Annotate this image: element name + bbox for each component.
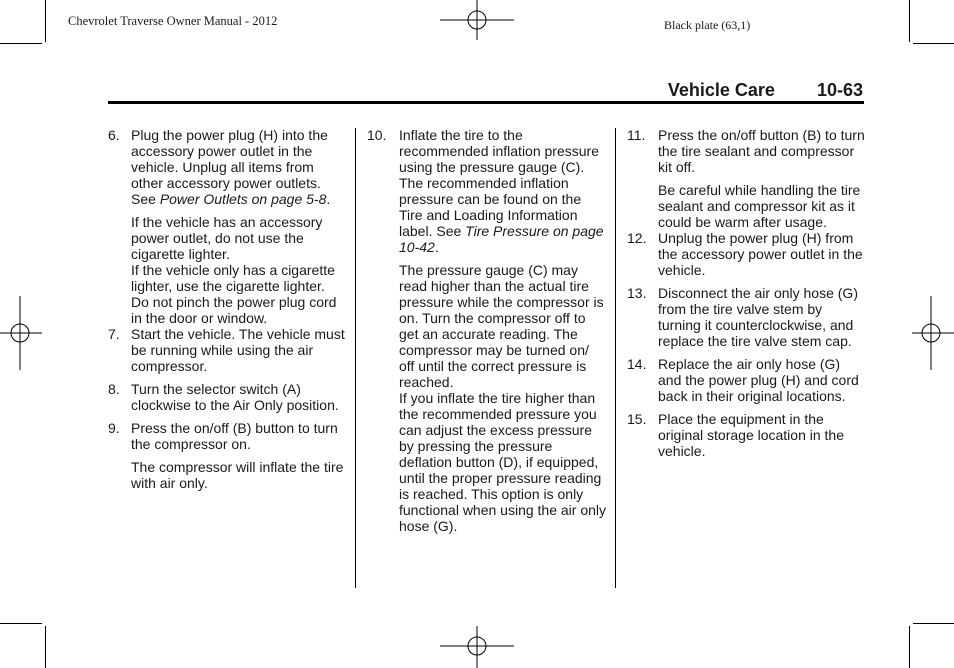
- list-item: [108, 381, 348, 413]
- column-divider: [615, 128, 616, 588]
- item-text: Place the equipment in the original storage location in the vehicle.: [658, 411, 845, 459]
- list-item: [627, 127, 867, 175]
- item-text: [399, 127, 607, 255]
- section-title: Vehicle Care: [667, 80, 775, 100]
- paragraph: If the vehicle only has a cigarette lighter, use the cigarette lighter.: [131, 262, 335, 294]
- item-text: Press the on/off (B) button to turn the compressor on.: [131, 420, 338, 452]
- list-item: [367, 127, 607, 255]
- paragraph: The compressor will inflate the tire with air only.: [131, 459, 344, 491]
- header-rule: [108, 101, 864, 104]
- punctuation: .: [434, 239, 439, 255]
- crop-mark: [45, 0, 46, 42]
- paragraph: Be careful while handling the tire sealant and compressor kit as it could be warm after usage.: [658, 182, 861, 230]
- item-text: Press the on/off button (B) to turn the tire sealant and compressor kit off.: [658, 127, 865, 175]
- crop-mark: [0, 43, 42, 44]
- item-number: 8.: [108, 381, 120, 397]
- item-text: Replace the air only hose (G) and the power plug (H) and cord back in their original locations.: [658, 356, 859, 404]
- registration-mark-icon: [440, 0, 514, 44]
- crop-mark: [913, 623, 954, 624]
- item-number: 15.: [627, 411, 647, 427]
- list-item: [627, 411, 867, 459]
- column-3: [627, 127, 867, 466]
- cross-reference: Tire Pressure on page 10-42: [399, 223, 604, 255]
- item-text: Disconnect the air only hose (G) from the tire valve stem by turning it counterclockwise, and replace the tire valve stem cap.: [658, 285, 858, 349]
- section-header: [668, 80, 863, 101]
- paragraph: Do not pinch the power plug cord in the door or window.: [131, 294, 337, 326]
- list-item: [108, 127, 348, 207]
- registration-mark-icon: [0, 296, 42, 370]
- item-text: [131, 127, 348, 207]
- crop-mark: [909, 0, 910, 42]
- plate-info: Black plate (63,1): [664, 18, 751, 32]
- item-text: Turn the selector switch (A) clockwise to the Air Only position.: [131, 381, 339, 413]
- item-number: 7.: [108, 326, 120, 342]
- cross-reference: Power Outlets on page 5-8: [159, 191, 327, 207]
- item-number: 6.: [108, 127, 120, 143]
- item-text: Unplug the power plug (H) from the accessory power outlet in the vehicle.: [658, 230, 863, 278]
- list-item: [627, 356, 867, 404]
- item-number: 9.: [108, 420, 120, 436]
- page-number: 10-63: [816, 80, 863, 100]
- list-item: [108, 326, 348, 374]
- step-text: Plug the power plug (H) into the accessory power outlet in the vehicle. Unplug all items from other accessory power outlets. See: [131, 127, 328, 207]
- crop-mark: [909, 626, 910, 668]
- crop-mark: [913, 43, 954, 44]
- crop-mark: [45, 626, 46, 668]
- item-number: 11.: [627, 127, 646, 143]
- paragraph: If the vehicle has an accessory power outlet, do not use the cigarette lighter.: [131, 214, 323, 262]
- column-1: [108, 127, 348, 491]
- manual-title: Chevrolet Traverse Owner Manual - 2012: [68, 14, 278, 28]
- list-item: [627, 285, 867, 349]
- item-text: Start the vehicle. The vehicle must be running while using the air compressor.: [131, 326, 345, 374]
- punctuation: .: [326, 191, 331, 207]
- column-divider: [355, 128, 356, 588]
- registration-mark-icon: [912, 296, 954, 370]
- item-number: 12.: [627, 230, 647, 246]
- item-number: 14.: [627, 356, 647, 372]
- step-text: Inflate the tire to the recommended inflation pressure using the pressure gauge (C). The recommended inflation pressure can be found on the Tire and Loading Information label. See: [399, 127, 599, 239]
- list-item: [108, 420, 348, 452]
- paragraph: The pressure gauge (C) may read higher than the actual tire pressure while the compressor is on. Turn the compressor off to get an accurate reading. The compressor may be turned on/ off until the correct pressure is reached.: [399, 262, 604, 390]
- paragraph: If you inflate the tire higher than the recommended pressure you can adjust the excess pressure by pressing the pressure deflation button (D), if equipped, until the proper pressure reading is reached. This option is only functional when using the air only hose (G).: [399, 390, 607, 534]
- item-number: 13.: [627, 285, 647, 301]
- list-item: [627, 230, 867, 278]
- column-2: [367, 127, 607, 534]
- item-number: 10.: [367, 127, 387, 143]
- crop-mark: [0, 623, 42, 624]
- registration-mark-icon: [440, 626, 514, 668]
